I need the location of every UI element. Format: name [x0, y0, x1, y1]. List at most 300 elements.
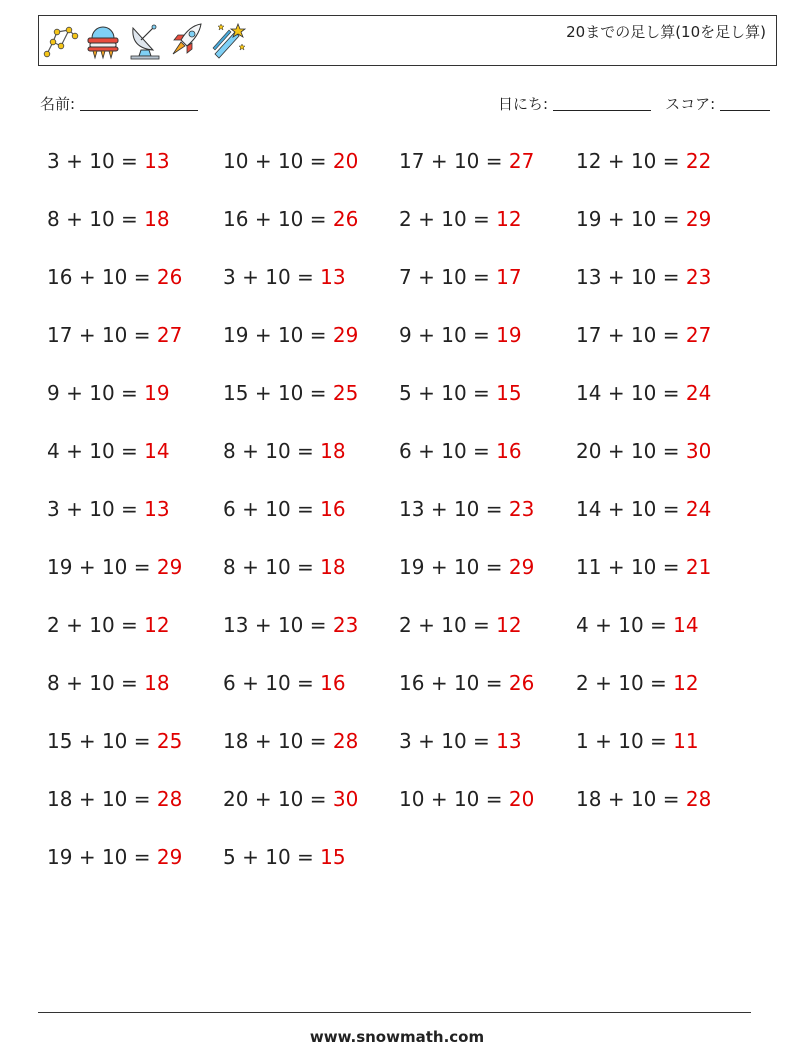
problem-item: [47, 724, 223, 782]
operand-b: 10: [277, 207, 304, 231]
operand-b: 10: [441, 265, 467, 289]
answer: 23: [685, 265, 712, 289]
answer: 29: [332, 323, 359, 347]
problem-item: [576, 376, 752, 434]
answer: 28: [156, 787, 183, 811]
answer: 11: [673, 729, 699, 753]
operand-a: 4: [47, 439, 60, 463]
problem-item: [223, 840, 399, 898]
operand-b: 10: [101, 323, 128, 347]
operand-a: 4: [576, 613, 589, 637]
answer: 28: [685, 787, 712, 811]
operand-a: 16: [223, 207, 249, 231]
plus-sign: +: [595, 729, 612, 753]
operand-a: 1: [576, 729, 589, 753]
answer: 13: [144, 497, 170, 521]
equals-sign: =: [662, 265, 680, 289]
plus-sign: +: [607, 555, 625, 579]
date-blank[interactable]: [553, 96, 651, 111]
operand-b: 10: [453, 787, 480, 811]
problem-item: [47, 318, 223, 376]
equals-sign: =: [650, 729, 667, 753]
plus-sign: +: [607, 381, 625, 405]
operand-a: 2: [399, 613, 412, 637]
operand-a: 13: [576, 265, 602, 289]
operand-b: 10: [101, 787, 128, 811]
plus-sign: +: [418, 265, 435, 289]
operand-b: 10: [630, 323, 657, 347]
operand-a: 3: [47, 497, 60, 521]
problem-item: [47, 202, 223, 260]
operand-b: 10: [441, 729, 467, 753]
operand-b: 10: [277, 323, 304, 347]
answer: 18: [320, 555, 346, 579]
answer: 12: [673, 671, 699, 695]
plus-sign: +: [66, 149, 83, 173]
answer: 29: [508, 555, 535, 579]
operand-b: 10: [277, 149, 304, 173]
operand-b: 10: [89, 207, 115, 231]
problem-item: [576, 724, 752, 782]
answer: 14: [673, 613, 699, 637]
plus-sign: +: [66, 613, 83, 637]
operand-b: 10: [441, 439, 467, 463]
operand-b: 10: [441, 613, 467, 637]
problem-grid: [47, 144, 752, 898]
problem-item: [399, 782, 576, 840]
operand-b: 10: [265, 497, 291, 521]
operand-b: 10: [89, 439, 115, 463]
operand-b: 10: [277, 381, 304, 405]
equals-sign: =: [121, 381, 138, 405]
plus-sign: +: [254, 323, 272, 347]
plus-sign: +: [242, 845, 259, 869]
operand-a: 8: [47, 671, 60, 695]
score-label: スコア:: [665, 95, 716, 113]
equals-sign: =: [662, 787, 680, 811]
operand-b: 10: [618, 613, 644, 637]
problem-item: [399, 434, 576, 492]
problem-item: [576, 492, 752, 550]
operand-b: 10: [630, 381, 657, 405]
operand-a: 13: [399, 497, 425, 521]
operand-b: 10: [265, 845, 291, 869]
plus-sign: +: [607, 149, 625, 173]
operand-b: 10: [453, 149, 480, 173]
problem-item: [576, 666, 752, 724]
problem-item: [399, 492, 576, 550]
operand-a: 15: [223, 381, 249, 405]
answer: 16: [320, 671, 346, 695]
problem-item: [576, 550, 752, 608]
problem-item: [223, 260, 399, 318]
operand-a: 11: [576, 555, 602, 579]
equals-sign: =: [485, 497, 503, 521]
plus-sign: +: [607, 323, 625, 347]
operand-a: 18: [223, 729, 249, 753]
equals-sign: =: [662, 381, 680, 405]
problem-item: [399, 318, 576, 376]
footer-website[interactable]: www.snowmath.com: [309, 1028, 485, 1046]
answer: 20: [508, 787, 535, 811]
operand-b: 10: [277, 613, 304, 637]
date-label: 日にち:: [498, 95, 549, 113]
equals-sign: =: [485, 555, 503, 579]
equals-sign: =: [309, 149, 327, 173]
operand-b: 10: [101, 265, 128, 289]
plus-sign: +: [66, 497, 83, 521]
operand-a: 16: [47, 265, 73, 289]
plus-sign: +: [430, 497, 448, 521]
problem-item: [399, 550, 576, 608]
plus-sign: +: [78, 729, 96, 753]
operand-a: 6: [223, 497, 236, 521]
equals-sign: =: [662, 207, 680, 231]
answer: 22: [685, 149, 712, 173]
answer: 28: [332, 729, 359, 753]
equals-sign: =: [650, 613, 667, 637]
operand-a: 2: [576, 671, 589, 695]
plus-sign: +: [418, 613, 435, 637]
footer-divider: [38, 1012, 751, 1013]
problem-item: [223, 666, 399, 724]
plus-sign: +: [607, 439, 625, 463]
operand-a: 5: [399, 381, 412, 405]
equals-sign: =: [121, 671, 138, 695]
operand-b: 10: [630, 149, 657, 173]
header-icons: [43, 20, 247, 60]
answer: 19: [144, 381, 170, 405]
operand-b: 10: [265, 555, 291, 579]
problem-item: [576, 260, 752, 318]
operand-a: 19: [47, 845, 73, 869]
answer: 26: [156, 265, 183, 289]
answer: 15: [320, 845, 346, 869]
plus-sign: +: [242, 555, 259, 579]
equals-sign: =: [309, 729, 327, 753]
plus-sign: +: [254, 381, 272, 405]
equals-sign: =: [473, 381, 490, 405]
operand-b: 10: [453, 555, 480, 579]
plus-sign: +: [242, 265, 259, 289]
operand-b: 10: [89, 149, 115, 173]
answer: 24: [685, 381, 712, 405]
equals-sign: =: [650, 671, 667, 695]
problem-item: [223, 202, 399, 260]
operand-b: 10: [265, 671, 291, 695]
answer: 16: [320, 497, 346, 521]
operand-a: 17: [47, 323, 73, 347]
equals-sign: =: [473, 207, 490, 231]
problem-item: [223, 608, 399, 666]
operand-a: 17: [399, 149, 425, 173]
problem-item: [399, 376, 576, 434]
operand-a: 19: [47, 555, 73, 579]
plus-sign: +: [78, 787, 96, 811]
answer: 19: [496, 323, 522, 347]
equals-sign: =: [121, 439, 138, 463]
operand-a: 13: [223, 613, 249, 637]
equals-sign: =: [297, 497, 314, 521]
operand-b: 10: [265, 439, 291, 463]
answer: 16: [496, 439, 522, 463]
equals-sign: =: [662, 439, 680, 463]
problem-item: [576, 144, 752, 202]
answer: 29: [685, 207, 712, 231]
operand-a: 19: [223, 323, 249, 347]
operand-a: 19: [399, 555, 425, 579]
answer: 13: [144, 149, 170, 173]
operand-a: 8: [223, 439, 236, 463]
plus-sign: +: [254, 729, 272, 753]
plus-sign: +: [418, 207, 435, 231]
operand-a: 18: [576, 787, 602, 811]
answer: 29: [156, 845, 183, 869]
operand-a: 9: [399, 323, 412, 347]
equals-sign: =: [297, 439, 314, 463]
answer: 20: [332, 149, 359, 173]
operand-b: 10: [89, 381, 115, 405]
operand-a: 3: [223, 265, 236, 289]
operand-b: 10: [630, 439, 657, 463]
operand-b: 10: [441, 381, 467, 405]
answer: 23: [332, 613, 359, 637]
equals-sign: =: [133, 323, 151, 347]
equals-sign: =: [662, 149, 680, 173]
equals-sign: =: [121, 207, 138, 231]
plus-sign: +: [66, 439, 83, 463]
operand-a: 7: [399, 265, 412, 289]
plus-sign: +: [607, 497, 625, 521]
equals-sign: =: [473, 613, 490, 637]
answer: 18: [144, 207, 170, 231]
equals-sign: =: [309, 613, 327, 637]
operand-b: 10: [89, 613, 115, 637]
equals-sign: =: [133, 845, 151, 869]
plus-sign: +: [254, 787, 272, 811]
plus-sign: +: [430, 671, 448, 695]
operand-a: 2: [399, 207, 412, 231]
problem-item: [399, 260, 576, 318]
answer: 25: [332, 381, 359, 405]
equals-sign: =: [309, 207, 327, 231]
answer: 25: [156, 729, 183, 753]
operand-a: 10: [399, 787, 425, 811]
operand-b: 10: [630, 555, 657, 579]
plus-sign: +: [418, 323, 435, 347]
operand-a: 17: [576, 323, 602, 347]
plus-sign: +: [78, 555, 96, 579]
operand-b: 10: [101, 729, 128, 753]
plus-sign: +: [430, 149, 448, 173]
score-blank[interactable]: [720, 96, 770, 111]
plus-sign: +: [254, 149, 272, 173]
operand-b: 10: [277, 729, 304, 753]
operand-b: 10: [630, 265, 657, 289]
plus-sign: +: [607, 787, 625, 811]
plus-sign: +: [595, 613, 612, 637]
operand-b: 10: [101, 845, 128, 869]
operand-a: 2: [47, 613, 60, 637]
operand-a: 5: [223, 845, 236, 869]
problem-item: [399, 608, 576, 666]
plus-sign: +: [66, 671, 83, 695]
answer: 12: [144, 613, 170, 637]
equals-sign: =: [662, 555, 680, 579]
equals-sign: =: [133, 555, 151, 579]
plus-sign: +: [418, 381, 435, 405]
equals-sign: =: [121, 497, 138, 521]
equals-sign: =: [485, 149, 503, 173]
equals-sign: =: [473, 323, 490, 347]
problem-item: [47, 376, 223, 434]
operand-a: 14: [576, 381, 602, 405]
equals-sign: =: [133, 265, 151, 289]
problem-item: [576, 202, 752, 260]
answer: 29: [156, 555, 183, 579]
answer: 15: [496, 381, 522, 405]
equals-sign: =: [309, 381, 327, 405]
answer: 26: [332, 207, 359, 231]
problem-item: [399, 202, 576, 260]
plus-sign: +: [242, 497, 259, 521]
operand-b: 10: [618, 671, 644, 695]
equals-sign: =: [309, 787, 327, 811]
operand-a: 19: [576, 207, 602, 231]
operand-a: 10: [223, 149, 249, 173]
operand-b: 10: [453, 497, 480, 521]
plus-sign: +: [418, 729, 435, 753]
name-label: 名前:: [40, 95, 76, 113]
equals-sign: =: [662, 497, 680, 521]
operand-a: 3: [399, 729, 412, 753]
problem-item: [223, 434, 399, 492]
problem-item: [47, 840, 223, 898]
operand-a: 6: [399, 439, 412, 463]
answer: 26: [508, 671, 535, 695]
equals-sign: =: [133, 787, 151, 811]
operand-b: 10: [101, 555, 128, 579]
equals-sign: =: [297, 845, 314, 869]
problem-item: [47, 782, 223, 840]
plus-sign: +: [66, 207, 83, 231]
problem-item: [399, 724, 576, 782]
equals-sign: =: [133, 729, 151, 753]
equals-sign: =: [297, 265, 314, 289]
operand-b: 10: [441, 323, 467, 347]
plus-sign: +: [78, 323, 96, 347]
answer: 24: [685, 497, 712, 521]
plus-sign: +: [430, 787, 448, 811]
problem-item: [223, 782, 399, 840]
problem-item: [47, 434, 223, 492]
answer: 23: [508, 497, 535, 521]
plus-sign: +: [242, 439, 259, 463]
answer: 13: [496, 729, 522, 753]
plus-sign: +: [595, 671, 612, 695]
shooting-star-icon: [211, 20, 247, 60]
operand-b: 10: [630, 787, 657, 811]
operand-a: 12: [576, 149, 602, 173]
problem-item: [223, 724, 399, 782]
operand-a: 20: [223, 787, 249, 811]
plus-sign: +: [418, 439, 435, 463]
plus-sign: +: [78, 265, 96, 289]
operand-a: 18: [47, 787, 73, 811]
problem-item: [399, 666, 576, 724]
answer: 27: [156, 323, 183, 347]
answer: 12: [496, 207, 522, 231]
operand-b: 10: [441, 207, 467, 231]
equals-sign: =: [485, 671, 503, 695]
answer: 30: [332, 787, 359, 811]
equals-sign: =: [121, 613, 138, 637]
answer: 14: [144, 439, 170, 463]
worksheet-title: 20までの足し算(10を足し算): [566, 23, 766, 41]
plus-sign: +: [66, 381, 83, 405]
name-blank[interactable]: [80, 96, 198, 111]
problem-item: [47, 608, 223, 666]
problem-item: [223, 376, 399, 434]
problem-item: [47, 550, 223, 608]
satellite-dish-icon: [127, 20, 163, 60]
operand-a: 8: [47, 207, 60, 231]
operand-a: 20: [576, 439, 602, 463]
operand-a: 15: [47, 729, 73, 753]
problem-item: [576, 782, 752, 840]
answer: 27: [685, 323, 712, 347]
problem-item: [47, 144, 223, 202]
operand-a: 3: [47, 149, 60, 173]
equals-sign: =: [473, 729, 490, 753]
problem-item: [223, 144, 399, 202]
problem-item: [47, 260, 223, 318]
operand-a: 14: [576, 497, 602, 521]
operand-b: 10: [277, 787, 304, 811]
name-field[interactable]: [40, 93, 198, 114]
problem-item: [576, 608, 752, 666]
equals-sign: =: [121, 149, 138, 173]
plus-sign: +: [430, 555, 448, 579]
problem-item: [47, 492, 223, 550]
equals-sign: =: [662, 323, 680, 347]
operand-b: 10: [630, 207, 657, 231]
plus-sign: +: [78, 845, 96, 869]
plus-sign: +: [254, 207, 272, 231]
operand-b: 10: [618, 729, 644, 753]
answer: 18: [144, 671, 170, 695]
equals-sign: =: [297, 555, 314, 579]
problem-item: [47, 666, 223, 724]
equals-sign: =: [297, 671, 314, 695]
plus-sign: +: [254, 613, 272, 637]
rocket-icon: [169, 20, 205, 60]
equals-sign: =: [485, 787, 503, 811]
worksheet-header: [38, 15, 777, 66]
operand-a: 9: [47, 381, 60, 405]
operand-a: 8: [223, 555, 236, 579]
equals-sign: =: [473, 439, 490, 463]
operand-b: 10: [265, 265, 291, 289]
operand-b: 10: [89, 497, 115, 521]
operand-b: 10: [89, 671, 115, 695]
operand-b: 10: [630, 497, 657, 521]
operand-b: 10: [453, 671, 480, 695]
answer: 27: [508, 149, 535, 173]
constellation-icon: [43, 20, 79, 60]
problem-item: [223, 318, 399, 376]
equals-sign: =: [309, 323, 327, 347]
